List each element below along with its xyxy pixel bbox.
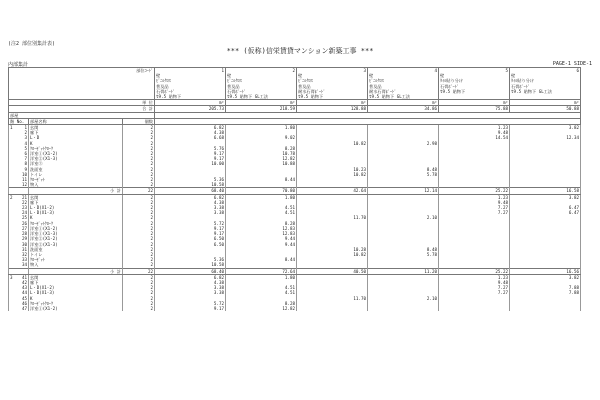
summary-table	[8, 67, 581, 311]
room-name: L・D(X1-3)	[29, 210, 123, 215]
room-label: 部屋	[9, 112, 155, 118]
room-number: 42	[21, 279, 27, 285]
room-number: 41	[21, 274, 27, 280]
quantity-cell: 70.80	[226, 188, 297, 194]
quantity-cell: 4.51	[226, 210, 297, 215]
column-spec-line: t9.5 貼物下	[156, 94, 182, 100]
column-header	[510, 68, 581, 100]
quantity-cell: 5.78	[368, 172, 439, 177]
unit-label: 単 位	[9, 100, 155, 106]
column-spec-line: 普及品	[156, 83, 169, 89]
total-cell: 75.88	[439, 106, 510, 112]
room-name: トイレ	[29, 252, 123, 257]
unit-cell: m²	[439, 100, 510, 106]
quantity-cell: 5.36	[155, 257, 226, 262]
room-name: 洋室①(X1-3)	[29, 231, 123, 236]
quantity-cell: 3.82	[510, 194, 581, 200]
room-number: 26	[21, 220, 27, 226]
quantity-cell: 6.82	[155, 194, 226, 200]
room-name: 物入	[29, 182, 123, 188]
total-label: 合 計	[9, 106, 155, 112]
room-number: 1	[24, 125, 27, 131]
header-row-parts	[9, 68, 581, 100]
count-label: 個数	[123, 118, 155, 124]
quantity-cell: 4.51	[226, 285, 297, 290]
room-number: 34	[21, 262, 27, 268]
table-row	[9, 306, 581, 311]
quantity-cell: 7.88	[510, 285, 581, 290]
unit-cell: m²	[510, 100, 581, 106]
quantity-cell: 10.00	[155, 161, 226, 166]
room-name: K	[29, 215, 123, 220]
column-number: 4	[434, 68, 437, 73]
floor-room-no	[9, 306, 29, 311]
quantity-cell: 1.23	[439, 194, 510, 200]
quantity-cell: 40.50	[297, 268, 368, 274]
quantity-cell: 5.78	[368, 252, 439, 257]
quantity-cell: 6.82	[155, 274, 226, 280]
room-number: 27	[21, 225, 27, 231]
quantity-cell: 5.72	[155, 301, 226, 306]
room-name: L・D(X1-3)	[29, 290, 123, 295]
quantity-cell: 5.72	[155, 221, 226, 226]
quantity-cell: 5.36	[155, 177, 226, 182]
subtotal-label: 小 計	[29, 188, 123, 194]
quantity-cell: 25.22	[439, 188, 510, 194]
quantity-cell: 2.10	[368, 296, 439, 301]
quantity-cell: 10.88	[226, 161, 297, 166]
room-number: 7	[24, 156, 27, 162]
floor-number: 1	[10, 125, 13, 131]
room-name: 玄関	[29, 194, 123, 200]
unit-cell: m²	[368, 100, 439, 106]
quantity-cell: 2.98	[368, 141, 439, 146]
column-spec-line: 壁	[298, 73, 303, 79]
doc-note: (注2 部位別集計表)	[8, 41, 56, 47]
room-name: ｸﾛｰｾﾞｯﾄ	[29, 257, 123, 262]
room-name: 物入	[29, 262, 123, 268]
quantity-cell: 9.17	[155, 226, 226, 231]
column-header	[439, 68, 510, 100]
room-count: 2	[123, 231, 155, 236]
floor-no-label: 階 No.	[9, 118, 29, 124]
room-number: 44	[21, 290, 27, 296]
quantity-cell: 8.48	[368, 247, 439, 252]
room-name: トイレ	[29, 172, 123, 177]
quantity-cell: 3.82	[510, 274, 581, 280]
total-cell: 50.88	[510, 106, 581, 112]
room-name: ｸﾛｰｾﾞｯﾄｸﾛｰｸ	[29, 301, 123, 306]
room-count: 2	[123, 226, 155, 231]
room-count: 2	[123, 296, 155, 301]
quantity-cell: 72.64	[226, 268, 297, 274]
room-count: 2	[123, 125, 155, 131]
room-name: 洋室①(X1-2)	[29, 306, 123, 311]
quantity-cell: 12.14	[368, 188, 439, 194]
column-spec-line: 壁	[369, 73, 374, 79]
room-name: 洋室①(X1-2)	[29, 226, 123, 231]
column-number: 3	[363, 68, 366, 73]
floor-number: 3	[10, 274, 13, 280]
column-spec-line: 石膏ﾎﾞｰﾄﾞ	[227, 88, 246, 94]
quantity-cell: 12.83	[226, 226, 297, 231]
quantity-cell	[297, 306, 368, 311]
column-spec-line: ﾀｲﾙ貼り分け	[440, 78, 464, 84]
room-number: 9	[24, 166, 27, 172]
summary-table-body	[9, 68, 581, 312]
quantity-cell: 7.88	[510, 290, 581, 295]
quantity-cell: 6.82	[155, 125, 226, 131]
room-count: 2	[123, 215, 155, 220]
room-name: 洗面室	[29, 247, 123, 252]
part-code-label: 部位ｺｰﾄﾞ	[9, 68, 155, 100]
room-name: 洋室①(X1-2)	[29, 151, 123, 156]
room-count: 2	[123, 252, 155, 257]
quantity-cell: 4.38	[155, 200, 226, 205]
room-count: 2	[123, 221, 155, 226]
room-count: 22	[123, 268, 155, 274]
floor-number: 2	[10, 194, 13, 200]
column-spec-line: t9.5 貼物下 GL工法	[511, 88, 553, 94]
quantity-cell: 7.27	[439, 210, 510, 215]
doc-title: *** (仮称)信栄賃貸マンション新築工事 ***	[226, 47, 374, 55]
unit-cell: m²	[155, 100, 226, 106]
room-number: 33	[21, 257, 27, 263]
room-count: 2	[123, 182, 155, 188]
quantity-cell: 25.22	[439, 268, 510, 274]
quantity-cell: 68.40	[155, 188, 226, 194]
total-cell: 34.86	[368, 106, 439, 112]
room-count: 2	[123, 194, 155, 200]
column-header	[226, 68, 297, 100]
room-number: 21	[21, 194, 27, 200]
quantity-cell: 3.82	[510, 125, 581, 131]
quantity-cell: 7.27	[439, 290, 510, 295]
quantity-cell: 1.80	[226, 274, 297, 280]
column-spec-line: 壁	[511, 73, 516, 79]
quantity-cell: 4.51	[226, 205, 297, 210]
quantity-cell: 9.17	[155, 306, 226, 311]
column-spec-line: 普及品	[369, 83, 382, 89]
room-number: 4	[24, 140, 27, 146]
room-name: 廊下	[29, 280, 123, 285]
room-name: 洋室③	[29, 161, 123, 166]
quantity-cell: 9.44	[226, 236, 297, 241]
room-name: K	[29, 141, 123, 146]
column-spec-line: 壁	[440, 73, 445, 79]
room-name: 洋室②(X1-3)	[29, 242, 123, 247]
room-name: 玄関	[29, 274, 123, 280]
column-spec-line: t9.5 貼物下	[298, 94, 324, 100]
room-count: 2	[123, 301, 155, 306]
room-number: 12	[21, 182, 27, 188]
room-number: 22	[21, 199, 27, 205]
room-count: 2	[123, 236, 155, 241]
room-number: 24	[21, 210, 27, 216]
room-count: 2	[123, 280, 155, 285]
column-number: 2	[292, 68, 295, 73]
column-header	[155, 68, 226, 100]
room-number: 29	[21, 236, 27, 242]
subtotal-label: 小 計	[29, 268, 123, 274]
room-number: 47	[21, 305, 27, 311]
room-count: 2	[123, 146, 155, 151]
column-spec-line: t9.5 貼物下 GL工法	[369, 94, 411, 100]
column-spec-line: 普及品	[227, 83, 240, 89]
quantity-cell: 9.48	[439, 200, 510, 205]
room-name: 廊下	[29, 130, 123, 135]
quantity-cell: 11.70	[297, 215, 368, 220]
quantity-cell	[368, 306, 439, 311]
column-spec-line: 石膏ﾎﾞｰﾄﾞ	[156, 88, 175, 94]
quantity-cell: 11.70	[297, 296, 368, 301]
room-number: 28	[21, 231, 27, 237]
quantity-cell: 9.48	[439, 280, 510, 285]
quantity-cell: 10.28	[297, 247, 368, 252]
quantity-cell: 9.44	[226, 242, 297, 247]
quantity-cell: 10.82	[297, 172, 368, 177]
quantity-cell: 8.28	[226, 301, 297, 306]
room-number: 25	[21, 215, 27, 221]
column-header	[368, 68, 439, 100]
quantity-cell: 3.38	[155, 210, 226, 215]
page-indicator: PAGE-1 SIDE-1	[552, 61, 592, 67]
room-count: 2	[123, 290, 155, 295]
room-count: 2	[123, 141, 155, 146]
room-number: 5	[24, 145, 27, 151]
room-count: 2	[123, 151, 155, 156]
quantity-cell: 8.28	[226, 221, 297, 226]
column-spec-line: ﾀｲﾙ貼り分け	[511, 78, 535, 84]
room-number: 32	[21, 251, 27, 257]
room-number: 3	[24, 135, 27, 141]
room-number: 43	[21, 285, 27, 291]
column-number: 5	[505, 68, 508, 73]
quantity-cell	[439, 306, 510, 311]
room-count: 2	[123, 156, 155, 161]
quantity-cell: 68.40	[155, 268, 226, 274]
room-number: 30	[21, 241, 27, 247]
column-spec-line: 耐水石膏ﾎﾞｰﾄﾞ	[298, 88, 326, 94]
room-number: 46	[21, 300, 27, 306]
quantity-cell: 6.47	[510, 210, 581, 215]
quantity-cell: 12.82	[226, 306, 297, 311]
quantity-cell: 42.64	[297, 188, 368, 194]
room-name: ｸﾛｰｾﾞｯﾄ	[29, 177, 123, 182]
quantity-cell: 8.44	[226, 257, 297, 262]
quantity-cell: 10.23	[297, 167, 368, 172]
quantity-cell: 11.20	[368, 268, 439, 274]
quantity-cell: 9.02	[226, 135, 297, 140]
column-number: 6	[576, 68, 579, 73]
room-count: 2	[123, 161, 155, 166]
room-name: 玄関	[29, 125, 123, 131]
quantity-cell: 3.38	[155, 205, 226, 210]
quantity-cell: 6.47	[510, 205, 581, 210]
quantity-cell: 10.58	[155, 262, 226, 268]
room-name: 洋室②(X1-2)	[29, 236, 123, 241]
quantity-cell: 4.38	[155, 130, 226, 135]
column-header	[297, 68, 368, 100]
room-name: ｸﾛｰｾﾞｯﾄｸﾛｰｸ	[29, 146, 123, 151]
room-number: 31	[21, 246, 27, 252]
quantity-cell: 16.58	[510, 188, 581, 194]
room-number: 23	[21, 205, 27, 211]
room-count: 2	[123, 167, 155, 172]
room-count: 2	[123, 205, 155, 210]
quantity-cell	[510, 306, 581, 311]
room-name: ｸﾛｰｾﾞｯﾄｸﾛｰｸ	[29, 221, 123, 226]
room-name: L・D	[29, 135, 123, 140]
quantity-cell: 12.34	[510, 135, 581, 140]
column-spec-line: 壁	[227, 73, 232, 79]
quantity-cell: 6.50	[155, 242, 226, 247]
column-spec-line: 石膏ﾎﾞｰﾄﾞ	[440, 83, 459, 89]
quantity-cell: 4.51	[226, 290, 297, 295]
room-name: L・D(X1-2)	[29, 285, 123, 290]
quantity-cell: 9.48	[439, 130, 510, 135]
quantity-cell: 1.23	[439, 274, 510, 280]
room-count: 2	[123, 242, 155, 247]
quantity-cell: 8.44	[226, 177, 297, 182]
quantity-cell: 12.82	[226, 156, 297, 161]
quantity-cell: 6.50	[155, 236, 226, 241]
room-number: 8	[24, 161, 27, 167]
room-name: 洋室②(X1-3)	[29, 156, 123, 161]
unit-cell: m²	[226, 100, 297, 106]
room-number: 45	[21, 295, 27, 301]
room-name-label: 部屋名称	[29, 118, 123, 124]
quantity-cell: 7.27	[439, 285, 510, 290]
quantity-cell: 16.56	[510, 268, 581, 274]
section-label: 内部集計	[8, 62, 29, 68]
room-count: 22	[123, 188, 155, 194]
column-spec-line: ﾋﾞﾆﾙｸﾛｽ	[369, 78, 384, 84]
quantity-cell: 7.27	[439, 205, 510, 210]
column-spec-line: ﾋﾞﾆﾙｸﾛｽ	[298, 78, 313, 84]
column-spec-line: ﾋﾞﾆﾙｸﾛｽ	[227, 78, 242, 84]
quantity-cell: 3.38	[155, 290, 226, 295]
quantity-cell: 3.38	[155, 285, 226, 290]
quantity-cell: 10.82	[297, 141, 368, 146]
column-spec-line: 普及品	[298, 83, 311, 89]
unit-cell: m²	[297, 100, 368, 106]
room-count: 2	[123, 306, 155, 311]
quantity-cell: 1.80	[226, 125, 297, 131]
quantity-cell: 10.78	[226, 151, 297, 156]
room-name: 廊下	[29, 200, 123, 205]
quantity-cell: 1.80	[226, 194, 297, 200]
quantity-cell: 10.58	[155, 182, 226, 188]
room-number: 11	[21, 177, 27, 183]
column-number: 1	[221, 68, 224, 73]
room-name: L・D(X1-2)	[29, 205, 123, 210]
quantity-cell: 8.48	[368, 167, 439, 172]
total-cell: 205.73	[155, 106, 226, 112]
quantity-cell: 14.54	[439, 135, 510, 140]
room-count: 2	[123, 247, 155, 252]
room-number: 10	[21, 171, 27, 177]
column-spec-line: 石膏ﾎﾞｰﾄﾞ	[511, 83, 530, 89]
column-spec-line: t9.5 貼物下 GL工法	[227, 94, 269, 100]
quantity-cell: 6.68	[155, 135, 226, 140]
total-cell: 218.59	[226, 106, 297, 112]
room-count: 2	[123, 177, 155, 182]
quantity-cell: 5.76	[155, 146, 226, 151]
room-count: 2	[123, 200, 155, 205]
room-count: 2	[123, 274, 155, 280]
room-number: 2	[24, 130, 27, 136]
column-spec-line: ﾋﾞﾆﾙｸﾛｽ	[156, 78, 171, 84]
quantity-cell: 2.10	[368, 215, 439, 220]
column-spec-line: 壁	[156, 73, 161, 79]
room-count: 2	[123, 210, 155, 215]
room-count: 2	[123, 285, 155, 290]
room-count: 2	[123, 130, 155, 135]
room-name: K	[29, 296, 123, 301]
room-name: 洗面室	[29, 167, 123, 172]
quantity-cell: 10.82	[297, 252, 368, 257]
room-count: 2	[123, 262, 155, 268]
quantity-cell: 8.28	[226, 146, 297, 151]
column-spec-line: 耐水石膏ﾎﾞｰﾄﾞ	[369, 88, 397, 94]
room-number: 6	[24, 151, 27, 157]
total-cell: 128.88	[297, 106, 368, 112]
room-count: 2	[123, 257, 155, 262]
column-spec-line: t9.5 貼物下	[440, 88, 466, 94]
quantity-cell: 4.38	[155, 280, 226, 285]
quantity-cell: 9.17	[155, 151, 226, 156]
room-count: 2	[123, 172, 155, 177]
quantity-cell: 1.23	[439, 125, 510, 131]
room-count: 2	[123, 135, 155, 140]
quantity-cell: 12.83	[226, 231, 297, 236]
quantity-cell: 9.17	[155, 231, 226, 236]
quantity-cell: 9.17	[155, 156, 226, 161]
